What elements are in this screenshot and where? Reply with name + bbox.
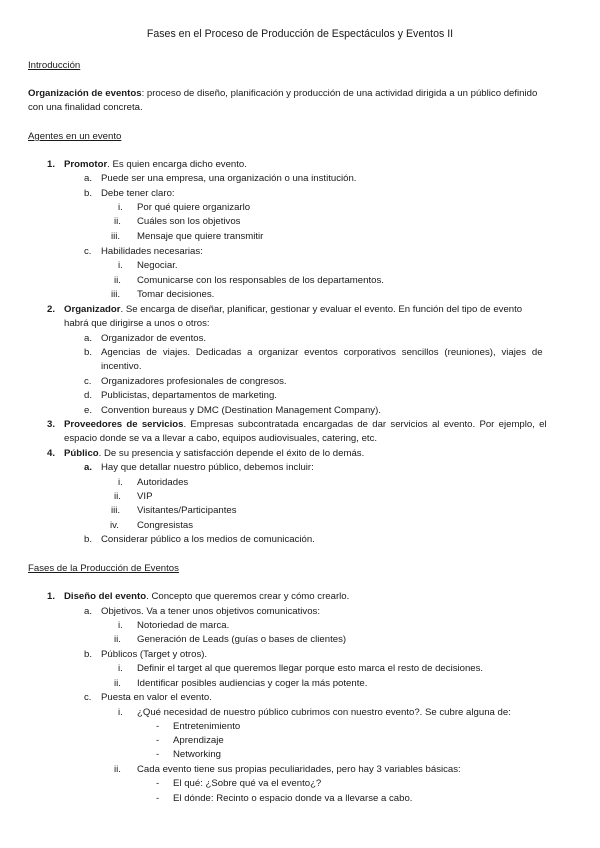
list-marker: iii. [111, 231, 121, 242]
diseno-c-ii: Cada evento tiene sus propias peculiaridades, pero hay 3 variables básicas: [137, 764, 461, 775]
diseno-c-i-item: Networking [173, 749, 221, 760]
intro-term: Organización de eventos [28, 88, 142, 99]
list-marker: ii. [114, 634, 121, 645]
list-marker: i. [118, 663, 123, 674]
intro-def-line1: : proceso de diseño, planificación y producción de una actividad dirigida a un público definido [141, 88, 538, 99]
list-marker: b. [84, 649, 93, 660]
agentes-heading: Agentes en un evento [28, 131, 122, 142]
list-marker: b. [84, 534, 93, 545]
list-marker: ii. [114, 491, 121, 502]
diseno-b-item: Definir el target al que queremos llegar porque esto marca el resto de decisiones. [137, 663, 484, 674]
publico-a: Hay que detallar nuestro público, debemos incluir: [101, 462, 314, 473]
organizador-term: Organizador [64, 304, 121, 315]
diseno-item [64, 590, 349, 603]
list-marker: a. [84, 173, 93, 184]
diseno-c: Puesta en valor el evento. [101, 692, 212, 703]
diseno-text: . Concepto que queremos crear y cómo crearlo. [146, 591, 350, 602]
list-number: 1. [47, 591, 56, 602]
list-marker: i. [118, 620, 123, 631]
publico-a-item: Congresistas [137, 520, 193, 531]
intro-heading: Introducción [28, 60, 81, 71]
list-marker: - [156, 735, 160, 746]
promotor-c-item: Negociar. [137, 260, 178, 271]
organizador-e: Convention bureaus y DMC (Destination Management Company). [101, 405, 381, 416]
diseno-c-i-item: Aprendizaje [173, 735, 224, 746]
publico-term: Público [64, 448, 99, 459]
publico-a-item: VIP [137, 491, 153, 502]
diseno-b: Públicos (Target y otros). [101, 649, 208, 660]
list-marker: e. [84, 405, 93, 416]
page-title: Fases en el Proceso de Producción de Espectáculos y Eventos II [146, 28, 454, 40]
organizador-d: Publicistas, departamentos de marketing. [101, 390, 277, 401]
list-marker: b. [84, 347, 93, 358]
promotor-item [64, 158, 247, 171]
publico-a-item: Autoridades [137, 477, 189, 488]
promotor-c-item: Comunicarse con los responsables de los departamentos. [137, 275, 384, 286]
list-marker: - [156, 749, 160, 760]
list-marker: i. [118, 260, 123, 271]
organizador-text1: . Se encarga de diseñar, planificar, gestionar y evaluar el evento. En función del tipo de evento [120, 304, 523, 315]
promotor-a: Puede ser una empresa, una organización o una institución. [101, 173, 357, 184]
list-marker: c. [84, 376, 92, 387]
proveedores-item [64, 418, 547, 431]
list-marker: a. [84, 606, 93, 617]
proveedores-text1: . Empresas subcontratada encargadas de dar servicios al evento. Por ejemplo, el [183, 419, 547, 430]
diseno-c-ii-item: El qué: ¿Sobre qué va el evento¿? [173, 778, 322, 789]
promotor-b-item: Cuáles son los objetivos [137, 216, 241, 227]
proveedores-text2: espacio donde se va a llevar a cabo, equipos audiovisuales, catering, etc. [64, 433, 378, 444]
promotor-term: Promotor [64, 159, 108, 170]
organizador-a: Organizador de eventos. [101, 333, 207, 344]
intro-def-line2: con una finalidad concreta. [28, 102, 143, 113]
list-marker: c. [84, 692, 92, 703]
publico-b: Considerar público a los medios de comunicación. [101, 534, 315, 545]
publico-item [64, 447, 364, 460]
proveedores-term: Proveedores de servicios [64, 419, 184, 430]
promotor-c-item: Tomar decisiones. [137, 289, 215, 300]
diseno-c-ii-item: El dónde: Recinto o espacio donde va a llevarse a cabo. [173, 793, 413, 804]
publico-a-item: Visitantes/Participantes [137, 505, 237, 516]
list-marker: d. [84, 390, 93, 401]
promotor-b-item: Mensaje que quiere transmitir [137, 231, 264, 242]
organizador-item [64, 303, 522, 316]
list-number: 1. [47, 159, 56, 170]
diseno-a-item: Notoriedad de marca. [137, 620, 230, 631]
list-marker: i. [118, 477, 123, 488]
list-marker: b. [84, 188, 93, 199]
organizador-text2: habrá que dirigirse a unos o otros: [64, 318, 210, 329]
list-marker: iii. [111, 289, 121, 300]
list-marker: iv. [110, 520, 119, 531]
list-marker: ii. [114, 275, 121, 286]
intro-definition [28, 87, 537, 100]
diseno-a-item: Generación de Leads (guías o bases de clientes) [137, 634, 347, 645]
list-marker: ii. [114, 764, 121, 775]
list-marker: c. [84, 246, 92, 257]
list-marker: - [156, 721, 160, 732]
diseno-a: Objetivos. Va a tener unos objetivos comunicativos: [101, 606, 320, 617]
fases-heading: Fases de la Producción de Eventos [28, 563, 179, 574]
list-marker: ii. [114, 678, 121, 689]
list-number: 4. [47, 448, 56, 459]
list-marker: - [156, 793, 160, 804]
promotor-text: . Es quien encarga dicho evento. [107, 159, 247, 170]
diseno-b-item: Identificar posibles audiencias y coger la más potente. [137, 678, 368, 689]
list-marker: iii. [111, 505, 121, 516]
diseno-c-i-item: Entretenimiento [173, 721, 241, 732]
list-marker: a. [84, 462, 93, 473]
publico-text: . De su presencia y satisfacción depende el éxito de lo demás. [98, 448, 365, 459]
list-marker: ii. [114, 216, 121, 227]
organizador-b2: incentivo. [101, 361, 142, 372]
diseno-term: Diseño del evento [64, 591, 147, 602]
organizador-b1: Agencias de viajes. Dedicadas a organizar eventos corporativos sencillos (reuniones), viajes de [101, 347, 543, 358]
promotor-b: Debe tener claro: [101, 188, 175, 199]
list-marker: i. [118, 202, 123, 213]
list-number: 3. [47, 419, 56, 430]
list-marker: a. [84, 333, 93, 344]
promotor-b-item: Por qué quiere organizarlo [137, 202, 251, 213]
list-marker: - [156, 778, 160, 789]
organizador-c: Organizadores profesionales de congresos. [101, 376, 287, 387]
list-number: 2. [47, 304, 56, 315]
diseno-c-i: ¿Qué necesidad de nuestro público cubrimos con nuestro evento?. Se cubre alguna de: [137, 707, 511, 718]
list-marker: i. [118, 707, 123, 718]
promotor-c: Habilidades necesarias: [101, 246, 203, 257]
